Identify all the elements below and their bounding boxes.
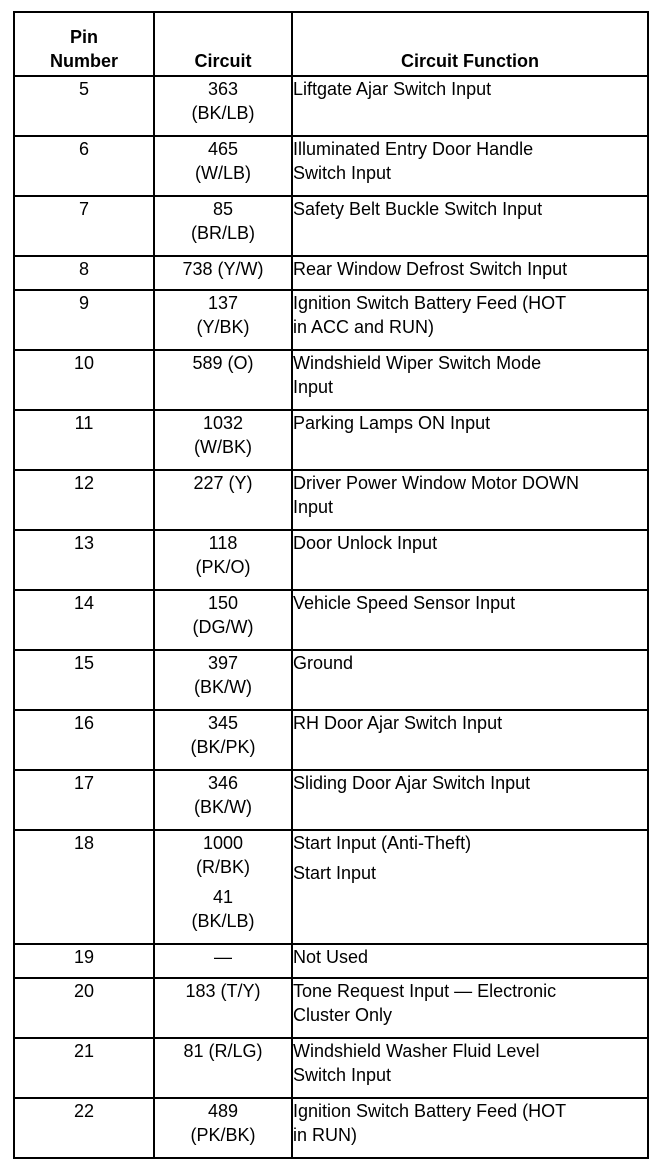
pin-number-cell: 22 [14,1098,154,1158]
table-row [14,830,648,944]
table-row [14,978,648,1038]
function-line: in ACC and RUN) [293,317,435,337]
header-pin-line1: Pin [69,27,98,47]
circuit-line: 465 [207,139,239,159]
pin-number-cell: 13 [14,530,154,590]
circuit-function-cell [292,350,648,410]
circuit-cell [154,830,292,944]
pin-number-cell: 7 [14,196,154,256]
circuit-line: 41 [212,887,234,907]
table-row [14,1038,648,1098]
pin-number-cell: 17 [14,770,154,830]
function-line: Illuminated Entry Door Handle [293,139,534,159]
function-group [293,531,647,555]
pin-number-cell: 15 [14,650,154,710]
function-line: Switch Input [293,163,392,183]
circuit-line: 150 [207,593,239,613]
circuit-line: (Y/BK) [196,317,250,337]
circuit-group [155,711,291,759]
function-group [293,771,647,795]
circuit-function-cell [292,944,648,978]
function-group [293,411,647,435]
pin-number-cell: 16 [14,710,154,770]
circuit-cell [154,710,292,770]
circuit-line: (W/LB) [195,163,251,183]
header-row [14,12,648,76]
pin-number-cell: 20 [14,978,154,1038]
circuit-line: (W/BK) [194,437,252,457]
function-line: RH Door Ajar Switch Input [293,713,503,733]
function-line: in RUN) [293,1125,358,1145]
table-row [14,256,648,290]
circuit-function-cell [292,256,648,290]
circuit-function-cell [292,196,648,256]
function-line: Ignition Switch Battery Feed (HOT [293,293,567,313]
circuit-group [155,471,291,495]
circuit-cell [154,290,292,350]
function-group [293,471,647,519]
circuit-line: 345 [207,713,239,733]
circuit-group [155,1039,291,1063]
circuit-group [155,979,291,1003]
circuit-line: 738 (Y/W) [182,259,264,279]
function-group [293,1039,647,1087]
function-group [293,711,647,735]
circuit-group [155,831,291,879]
circuit-cell [154,1038,292,1098]
circuit-function-cell [292,650,648,710]
function-group [293,861,647,885]
function-line: Start Input (Anti-Theft) [293,833,472,853]
circuit-function-cell [292,770,648,830]
pin-number-cell: 10 [14,350,154,410]
circuit-cell [154,590,292,650]
table-body [14,76,648,1158]
circuit-cell [154,978,292,1038]
circuit-line: (BK/PK) [190,737,256,757]
function-line: Driver Power Window Motor DOWN [293,473,580,493]
function-group [293,291,647,339]
header-pin-line2: Number [49,51,118,71]
circuit-function-cell [292,76,648,136]
circuit-cell [154,76,292,136]
function-group [293,591,647,615]
circuit-group [155,651,291,699]
function-group [293,77,647,101]
circuit-line: 1032 [202,413,244,433]
function-line: Rear Window Defrost Switch Input [293,259,568,279]
pin-number-cell: 18 [14,830,154,944]
circuit-line: 489 [207,1101,239,1121]
circuit-group [155,771,291,819]
circuit-group [155,137,291,185]
circuit-function-cell [292,1038,648,1098]
function-line: Cluster Only [293,1005,393,1025]
table-row [14,710,648,770]
function-group [293,351,647,399]
header-circuit: Circuit [154,12,292,76]
circuit-cell [154,410,292,470]
pin-number-cell: 6 [14,136,154,196]
circuit-group [155,291,291,339]
circuit-cell [154,256,292,290]
pin-number-cell: 5 [14,76,154,136]
table-row [14,530,648,590]
function-line: Input [293,497,334,517]
function-line: Windshield Washer Fluid Level [293,1041,540,1061]
circuit-line: 137 [207,293,239,313]
table-row [14,76,648,136]
circuit-group [155,885,291,933]
circuit-function-cell [292,410,648,470]
pin-number-cell: 14 [14,590,154,650]
circuit-function-cell [292,978,648,1038]
function-group [293,831,647,855]
circuit-function-cell [292,830,648,944]
function-group [293,197,647,221]
table-row [14,944,648,978]
function-line: Ignition Switch Battery Feed (HOT [293,1101,567,1121]
function-group [293,979,647,1027]
header-circuit-function: Circuit Function [292,12,648,76]
circuit-cell [154,136,292,196]
circuit-group [155,77,291,125]
function-line: Safety Belt Buckle Switch Input [293,199,543,219]
circuit-function-cell [292,290,648,350]
pin-number-cell: 8 [14,256,154,290]
circuit-line: (R/BK) [196,857,250,877]
circuit-line: (DG/W) [192,617,254,637]
table-row [14,410,648,470]
function-line: Not Used [293,947,369,967]
pin-table [13,11,649,1159]
circuit-line: 589 (O) [192,353,254,373]
pin-number-cell: 9 [14,290,154,350]
circuit-cell [154,530,292,590]
table-row [14,290,648,350]
circuit-cell [154,196,292,256]
circuit-line: 118 [208,533,238,553]
function-line: Sliding Door Ajar Switch Input [293,773,531,793]
circuit-line: (BK/LB) [191,103,255,123]
pin-number-cell: 11 [14,410,154,470]
circuit-function-cell [292,710,648,770]
circuit-cell [154,770,292,830]
header-pin-number [14,12,154,76]
pin-number-cell: 12 [14,470,154,530]
table-row [14,770,648,830]
circuit-group [155,351,291,375]
function-group [293,945,647,969]
circuit-group [155,591,291,639]
circuit-line: 81 (R/LG) [183,1041,263,1061]
circuit-line: 227 (Y) [193,473,253,493]
circuit-group [155,945,291,969]
circuit-function-cell [292,590,648,650]
circuit-line: 85 [212,199,234,219]
circuit-line: (PK/BK) [190,1125,256,1145]
table-row [14,136,648,196]
table-row [14,350,648,410]
circuit-group [155,1099,291,1147]
function-line: Input [293,377,334,397]
function-line: Liftgate Ajar Switch Input [293,79,492,99]
circuit-group [155,531,291,579]
circuit-function-cell [292,1098,648,1158]
circuit-group [155,411,291,459]
circuit-line: (BR/LB) [190,223,255,243]
circuit-line: 346 [207,773,239,793]
circuit-function-cell [292,136,648,196]
function-line: Start Input [293,863,377,883]
table-row [14,196,648,256]
circuit-line: 397 [207,653,239,673]
function-group [293,651,647,675]
circuit-line: (BK/W) [194,797,252,817]
circuit-cell [154,1098,292,1158]
circuit-line: — [214,947,232,967]
function-line: Parking Lamps ON Input [293,413,491,433]
circuit-line: 1000 [202,833,244,853]
circuit-line: 363 [207,79,239,99]
table-row [14,470,648,530]
circuit-group [155,197,291,245]
table-row [14,1098,648,1158]
circuit-line: (BK/W) [194,677,252,697]
circuit-cell [154,470,292,530]
circuit-line: 183 (T/Y) [185,981,261,1001]
function-line: Tone Request Input — Electronic [293,981,557,1001]
function-line: Switch Input [293,1065,392,1085]
circuit-cell [154,350,292,410]
function-group [293,257,647,281]
table-row [14,650,648,710]
circuit-cell [154,650,292,710]
circuit-function-cell [292,530,648,590]
function-line: Vehicle Speed Sensor Input [293,593,516,613]
table-row [14,590,648,650]
function-group [293,137,647,185]
pin-number-cell: 21 [14,1038,154,1098]
circuit-cell [154,944,292,978]
circuit-group [155,257,291,281]
function-line: Ground [293,653,354,673]
circuit-function-cell [292,470,648,530]
pin-number-cell: 19 [14,944,154,978]
function-line: Door Unlock Input [293,533,438,553]
circuit-line: (PK/O) [195,557,251,577]
function-line: Windshield Wiper Switch Mode [293,353,542,373]
circuit-line: (BK/LB) [191,911,255,931]
function-group [293,1099,647,1147]
